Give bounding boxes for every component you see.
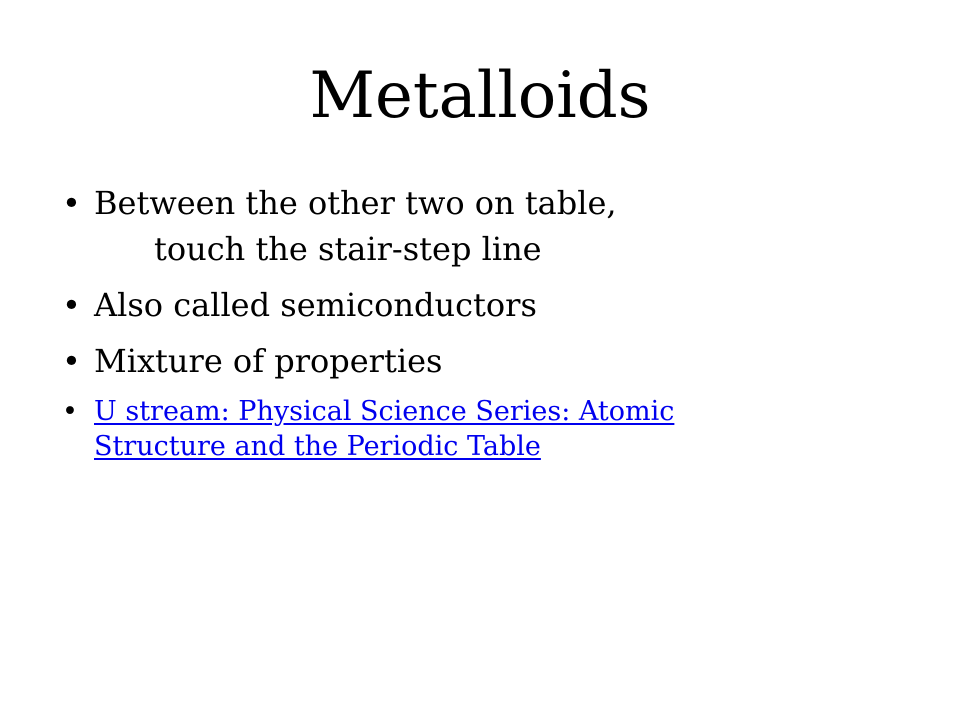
bullet-dot-icon: • (62, 342, 81, 380)
bullet-item-between (60, 180, 900, 272)
bullet-dot-icon: • (62, 184, 81, 222)
bullet-text-line1: Between the other two on table, (94, 184, 617, 222)
link-text-line1[interactable]: U stream: Physical Science Series: Atomic (94, 396, 675, 427)
bullet-text: Mixture of properties (94, 342, 443, 380)
bullet-item-link (60, 394, 900, 464)
bullet-text-line2: touch the stair-step line (154, 230, 542, 268)
bullet-list (60, 180, 900, 474)
bullet-text: Also called semiconductors (94, 286, 537, 324)
slide-title: Metalloids (309, 59, 651, 133)
link-text-line2[interactable]: Structure and the Periodic Table (94, 431, 541, 462)
bullet-dot-icon: • (62, 286, 81, 324)
ustream-video-link[interactable] (94, 396, 674, 462)
bullet-dot-icon: • (62, 396, 78, 427)
bullet-item-mixture (60, 338, 900, 384)
bullet-item-semiconductors (60, 282, 900, 328)
